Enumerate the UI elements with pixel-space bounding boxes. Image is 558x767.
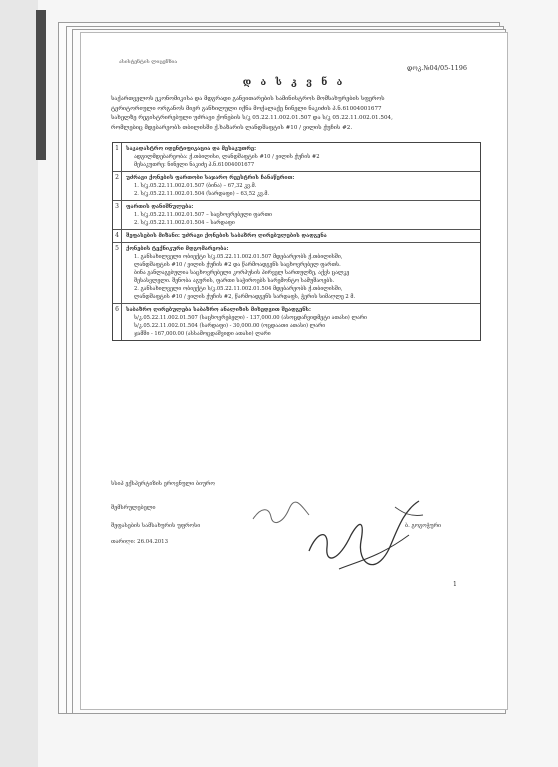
row-content xyxy=(122,304,480,340)
footer-date: თარიღი: 26.04.2013 xyxy=(111,539,169,545)
table-row xyxy=(113,230,480,243)
scan-shadow xyxy=(36,10,46,160)
row-item: შესასვლელი. შენობა აგურის, ფართი საჭიროებს სარემონტო სამუშაოებს. xyxy=(134,278,335,284)
row-item: 1. ს/კ.05.22.11.002.01.507 – საცხოვრებელი ფართი xyxy=(134,212,272,218)
row-number: 1 xyxy=(113,143,122,171)
row-heading: ქონების ტექნიკური მდგომარეობა: xyxy=(126,246,229,252)
row-content xyxy=(122,172,480,200)
page-number: 1 xyxy=(453,581,457,588)
row-item: ბინა განლაგებულია საცხოვრებელი კორპუსის პირველ სართულზე, აქვს ცალკე xyxy=(134,270,350,276)
intro-line: რომლებიც მდებარეობს თბილისში ქ.ხაზარის ლანდშაფტის #10 / ვილის ქუჩის #2. xyxy=(111,124,353,131)
row-item: ს/კ.05.22.11.002.01.504 (სარდაფი) - 30,000.00 (ოცდაათი ათასი) ლარი xyxy=(134,323,326,329)
row-item: ლანდშაფტის #10 / ვილის ქუჩის #2, წარმოადგენს სარდაფს, ჭერის სიმაღლე 2 მ. xyxy=(134,294,356,300)
intro-line: ტერიტორიული ორგანოს მიერ განხილული იქნა მოქალაქე ნინელი ნაკიძის პ.ნ.61004001677 xyxy=(111,105,382,112)
table-row xyxy=(113,304,480,340)
row-item: ს/კ.05.22.11.002.01.507 (საცხოვრებელი) - 137,000.00 (ასოცდაჩვიდმეტი ათასი) ლარი xyxy=(134,315,367,321)
row-number: 4 xyxy=(113,230,122,242)
row-item: მესაკუთრე: ნინელი ნაკიძე პ.ნ.61004001677 xyxy=(134,162,255,168)
row-content xyxy=(122,143,480,171)
footer-expert-label: შემსრულებელი xyxy=(111,505,156,511)
row-heading: საკადასტრო იდენტიფიკაცია და მესაკუთრე: xyxy=(126,146,257,152)
row-number: 2 xyxy=(113,172,122,200)
intro-line: სახელზე რეგისტრირებული უძრავი ქონების ს/კ 05.22.11.002.01.507 და ს/კ 05.22.11.002.01.504, xyxy=(111,115,393,122)
footer-chief-label: შეფასების სამსახურის უფროსი xyxy=(111,523,201,529)
document-number: დოკ.№04/05-1196 xyxy=(406,64,467,72)
table-row xyxy=(113,143,480,172)
scan-left-margin xyxy=(0,0,38,767)
row-content xyxy=(122,243,480,303)
document-title: დ ა ს კ ვ ნ ა xyxy=(242,77,346,88)
row-heading: საბაზრო ღირებულება საბაზრო ანალიზის მიხედვით შეადგენს: xyxy=(126,307,311,313)
row-item: 1. ს/კ.05.22.11.002.01.507 (ბინა) – 67,32 კვ.მ. xyxy=(134,183,257,189)
row-item: 2. განსახილველი ობიექტი ს/კ.05.22.11.002.01.504 მდებარეობს ქ.თბილისში, xyxy=(134,286,343,292)
row-heading: უძრავი ქონების ფართობი საჯარო რეესტრის ჩანაწერით: xyxy=(126,175,295,181)
document-page xyxy=(80,32,508,710)
intro-paragraph xyxy=(111,95,479,133)
header-left: ასისტენტის ლიცენზია xyxy=(119,59,178,65)
row-content xyxy=(122,201,480,229)
row-heading: შეფასების მიზანი: უძრავი ქონების საბაზრო ღირებულების დადგენა xyxy=(126,233,327,239)
row-item: 2. ს/კ.05.22.11.002.01.504 (სარდაფი) – 63,52 კვ.მ. xyxy=(134,191,270,197)
footer-signer: ბ. გოგოჭური xyxy=(405,523,442,529)
row-number: 3 xyxy=(113,201,122,229)
row-content xyxy=(122,230,480,242)
footer-org: სსიპ ექსპერტიზის ეროვნული ბიურო xyxy=(111,481,215,487)
table-row xyxy=(113,201,480,230)
chief-signature xyxy=(299,491,429,581)
row-item: 1. განსახილველი ობიექტი ს/კ.05.22.11.002.01.507 მდებარეობს ქ.თბილისში, xyxy=(134,254,343,260)
row-heading: ფართის დანიშნულება: xyxy=(126,204,194,210)
row-number: 5 xyxy=(113,243,122,303)
table-row xyxy=(113,172,480,201)
row-item: ლანდშაფტის #10 / ვილის ქუჩის #2 და წარმოადგენს საცხოვრებელ ფართს. xyxy=(134,262,341,268)
assessment-table xyxy=(112,142,481,341)
row-item: ადგილმდებარეობა: ქ.თბილისი, ლანდშაფტის #10 / ვილის ქუჩის #2 xyxy=(134,154,320,160)
row-item: 2. ს/კ.05.22.11.002.01.504 – სარდაფი xyxy=(134,220,235,226)
intro-line: საქართველოს ეკონომიკისა და მდგრადი განვითარების სამინისტროს მომსახურების სფეროს xyxy=(111,96,385,102)
row-number: 6 xyxy=(113,304,122,340)
row-item: ჯამში - 167,000.00 (ასსამოცდაშვიდი ათასი) ლარი xyxy=(134,331,271,337)
table-row xyxy=(113,243,480,304)
